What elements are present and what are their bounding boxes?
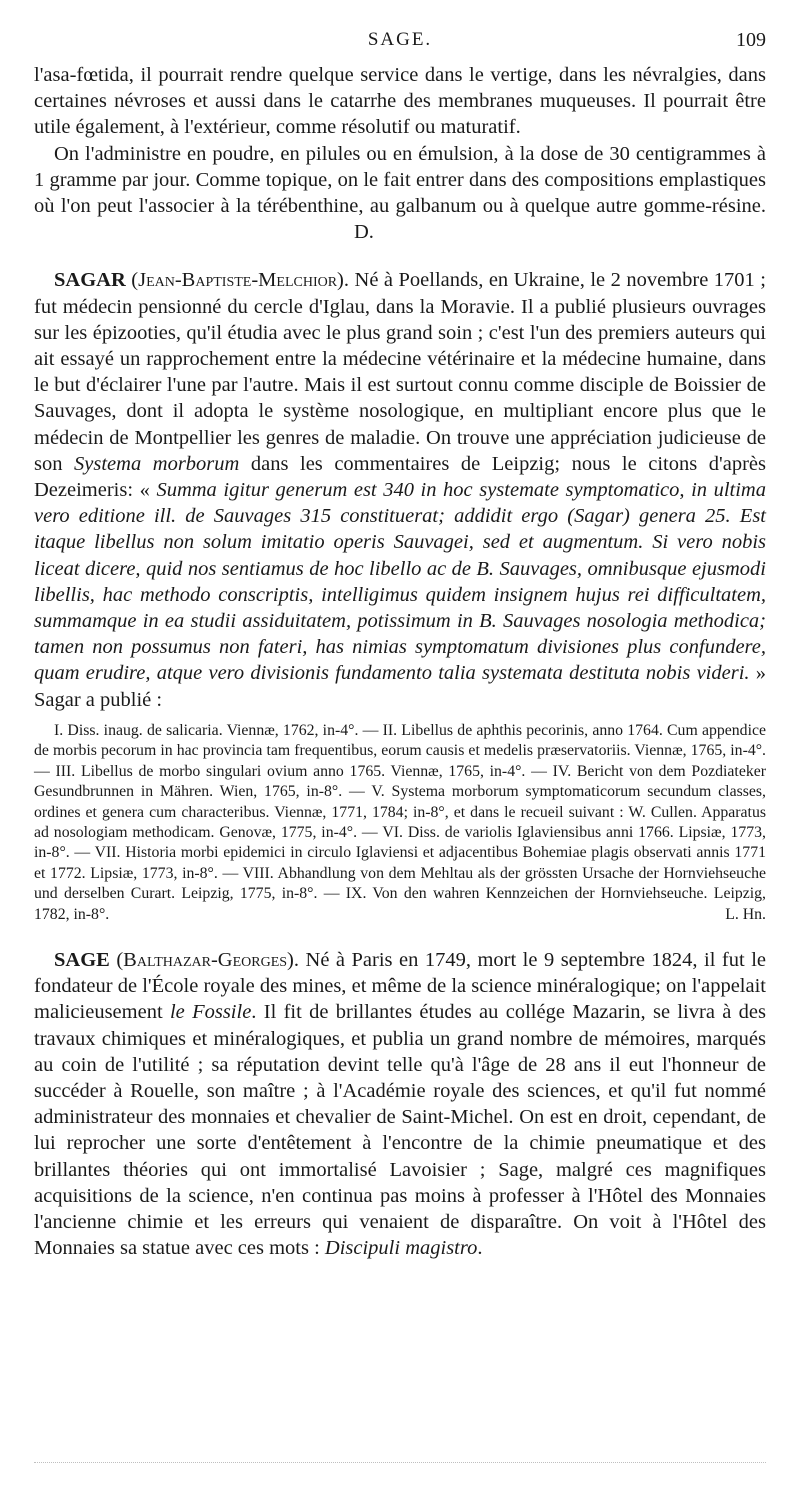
sage-article bbox=[34, 947, 766, 1261]
page-header bbox=[34, 0, 766, 51]
article-separator bbox=[34, 245, 766, 267]
page bbox=[34, 0, 766, 1260]
sagar-text-1: Né à Poellands, en Ukraine, le 2 novembre 1701 ; fut médecin pensionné du cercle d'Iglau, dans la Moravie. Il a publié plusieurs ouvrages sur les épizooties, qu'il étudia avec le plus grand soin ; c'est l'un des premiers auteurs qui ait essayé un rapprochement entre la médecine vétérinaire et la médecine humaine, dans le but d'éclairer l'une par l'autre. Mais il est surtout connu comme disciple de Boissier de Sauvages, dont il adopta le système nosologique, en multipliant encore plus que le médecin de Montpellier les genres de maladie. On trouve une appréciation judicieuse de son bbox=[34, 269, 766, 475]
sage-text-1: Né à Paris en 1749, mort le 9 septembre 1824, il fut le fondateur de l'École royale des mines, et même de la science minéralogique; on l'appelait malicieusement bbox=[34, 948, 766, 1024]
article-separator-2 bbox=[34, 925, 766, 947]
running-title: SAGE. bbox=[367, 29, 433, 50]
sagar-text-3: » Sagar a publié : bbox=[34, 662, 766, 711]
sage-motto: Discipuli magistro bbox=[324, 1237, 478, 1260]
page-body bbox=[34, 62, 766, 1261]
asafoetida-signature: D. bbox=[354, 221, 374, 244]
bottom-print-noise bbox=[34, 1462, 766, 1467]
sagar-text-2: dans les commentaires de Leipzig; nous le citons d'après Dezeimeris: « bbox=[34, 452, 766, 502]
asafoetida-paragraph-2 bbox=[34, 141, 766, 246]
sagar-names: (Jean-Baptiste-Melchior). bbox=[131, 269, 350, 292]
sagar-headword: SAGAR bbox=[54, 269, 126, 292]
sagar-bibliography bbox=[34, 721, 766, 925]
sage-nickname: le Fossile bbox=[169, 1001, 252, 1024]
page-number: 109 bbox=[736, 29, 766, 51]
sage-text-2: . Il fit de brillantes études au collége Mazarin, se livra à des travaux chimiques et minéralogiques, et publia un grand nombre de mémoires, marqués au coin de l'utilité ; sa réputation devint telle qu'à l'âge de 28 ans il eut l'honneur de succéder à Rouelle, son maître ; à l'Académie royale des sciences, et qu'il fut nommé administrateur des monnaies et chevalier de Saint-Michel. On est en droit, cependant, de lui reprocher une sorte d'entêtement à l'encontre de la chimie pneumatique et des brillantes théories qui ont immortalisé Lavoisier ; Sage, malgré ces magnifiques acquisitions de la science, n'en continua pas moins à professer à l'Hôtel des Monnaies l'ancienne chimie et les erreurs qui venaient de disparaître. On voit à l'Hôtel des Monnaies sa statue avec ces mots : bbox=[34, 1001, 766, 1260]
asafoetida-paragraph-2-text: On l'administre en poudre, en pilules ou en émulsion, à la dose de 30 centigrammes à 1 gramme par jour. Comme topique, on le fait entrer dans des compositions emplastiques où l'on peut l'associer à la térébenthine, au galbanum ou à quelque autre gomme-résine. bbox=[34, 142, 766, 218]
sagar-latin-quote: Summa igitur generum est 340 in hoc systemate symptomatico, in ultima vero editione ill. de Sauvages 315 constituerat; addidit ergo (Sagar) genera 25. Est itaque libellus non solum imitatio operis Sauvagei, sed et augmentum. Si vero nobis liceat dicere, quid nos sentiamus de hoc libello ac de B. Sauvages, omnibusque ejusmodi libellis, hac methodo conscriptis, intelligimus quidem insignem hujus rei difficultatem, summamque in ea studii assiduitatem, potissimum in B. Sauvages nosologia methodica; tamen non possumus non fateri, has nimias symptomatum divisiones plus confundere, quam erudire, atque vero divisionis fundamento talia systemata destituta nobis videri. bbox=[34, 479, 766, 685]
sagar-bibliography-text: I. Diss. inaug. de salicaria. Viennæ, 1762, in-4°. — II. Libellus de aphthis pecorinis, anno 1764. Cum appendice de morbis pecorum in hac provincia tam frequentibus, eorum causis et medelis præservatoriis. Viennæ, 1765, in-4°. — III. Libellus de morbo singulari ovium anno 1765. Viennæ, 1765, in-4°. — IV. Bericht von dem Pozdiateker Gesundbrunnen in Mähren. Wien, 1765, in-8°. — V. Systema morborum symptomaticorum secundum classes, ordines et genera cum characteribus. Viennæ, 1771, 1784; in-8°, et dans le recueil suivant : W. Cullen. Apparatus ad nosologiam methodicam. Genovæ, 1775, in-4°. — VI. Diss. de variolis Iglaviensibus anni 1766. Lipsiæ, 1773, in-8°. — VII. Historia morbi epidemici in circulo Iglaviensi et adjacentibus Bohemiae plagis observati annis 1771 et 1772. Lipsiæ, 1773, in-8°. — VIII. Abhandlung von dem Mehltau als der grössten Ursache der Hornviehseuche und derselben Curart. Leipzig, 1775, in-8°. — IX. Von den wahren Kennzeichen der Hornviehseuche. Leipzig, 1782, in-8°. bbox=[34, 721, 766, 923]
asafoetida-paragraph-1: l'asa-fœtida, il pourrait rendre quelque service dans le vertige, dans les névralgies, dans certaines névroses et aussi dans le catarrhe des membranes muqueuses. Il pourrait être utile également, à l'extérieur, comme résolutif ou maturatif. bbox=[34, 64, 766, 139]
sagar-signature: L. Hn. bbox=[725, 905, 766, 923]
sagar-title-italic: Systema morborum bbox=[74, 452, 240, 475]
sage-headword: SAGE bbox=[54, 948, 110, 971]
sage-text-3: . bbox=[477, 1237, 483, 1260]
sagar-article bbox=[34, 267, 766, 712]
sage-names: (Balthazar-Georges). bbox=[116, 948, 300, 971]
